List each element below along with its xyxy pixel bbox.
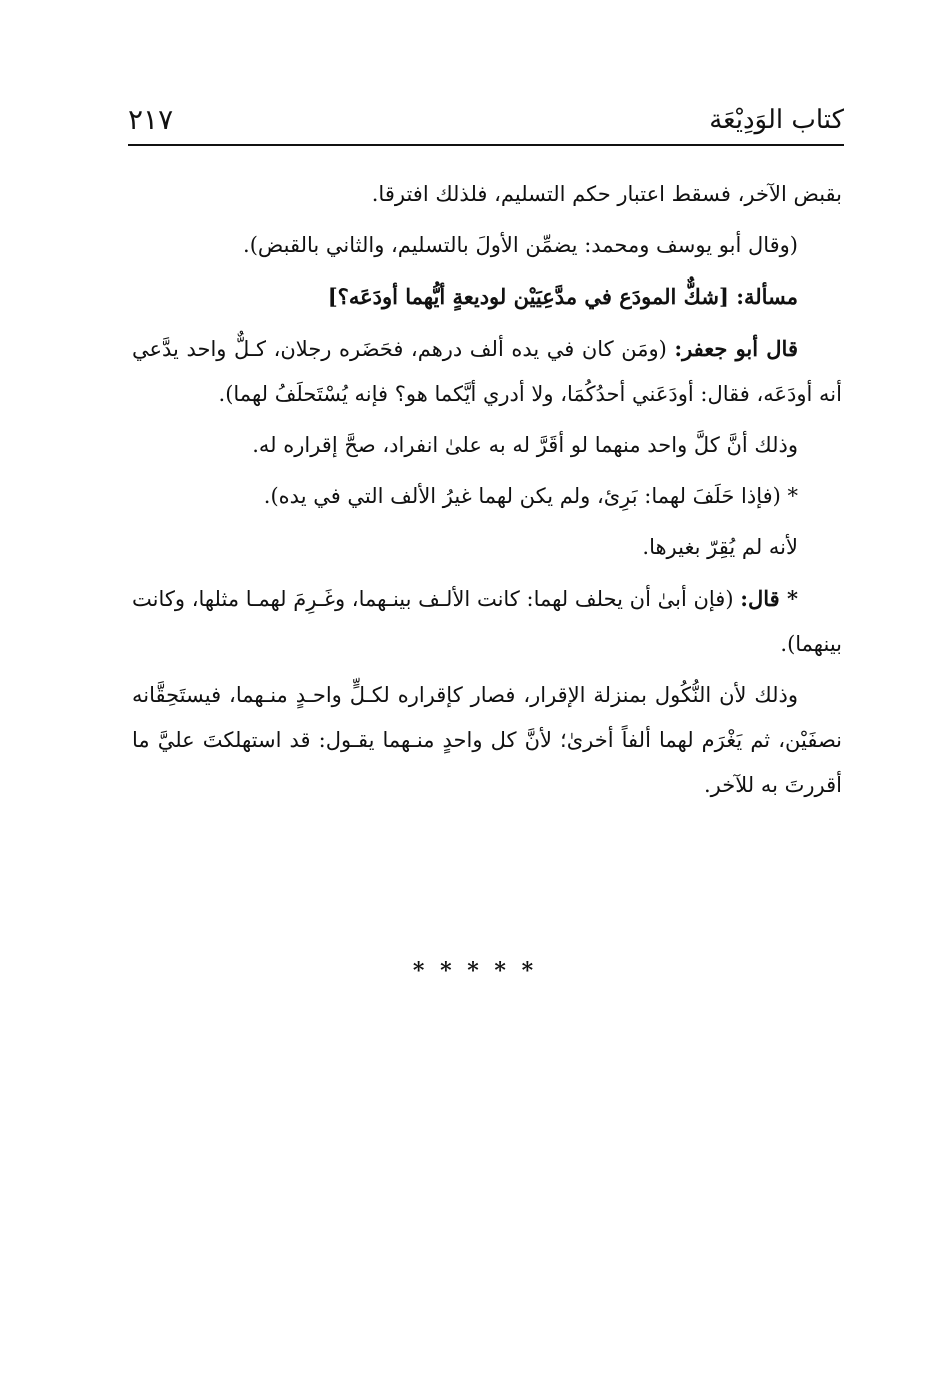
- page-header: [128, 96, 844, 146]
- paragraph-3: [132, 274, 842, 320]
- paragraph-6: [132, 474, 842, 519]
- paragraph-2: [132, 223, 842, 268]
- page-number: ٢١٧: [128, 103, 174, 136]
- paragraph-4: [132, 326, 842, 417]
- paragraph-6-text: * (فإذا حَلَفَ لهما: بَرِئ، ولم يكن لهما غيرُ الألف التي في يده).: [263, 484, 798, 508]
- paragraph-9-text: وذلك لأن النُّكُول بمنزلة الإقرار، فصار كإقراره لكـلٍّ واحـدٍ منـهما، فيستَحِقَّانه نصفَيْن، ثم يَغْرَم لهما ألفاً أخرىٰ؛ لأنَّ كل واحدٍ منـهما يقـول: قد استهلكتَ عليَّ ما أقررتَ به للآخر.: [132, 683, 842, 797]
- section-divider: * * * * *: [412, 958, 538, 984]
- qala-lead: * قال:: [740, 586, 798, 611]
- header-rule: [128, 144, 844, 146]
- speaker-lead: قال أبو جعفر:: [674, 336, 798, 361]
- paragraph-7-text: لأنه لم يُقِرّ بغيرها.: [642, 535, 798, 559]
- paragraph-4-text: (ومَن كان في يده ألف درهم، فحَضَره رجلان، كـلٌّ واحد يدَّعي أنه أودَعَه، فقال: أودَعَني أحدُكُمَا، ولا أدري أيَّكما هو؟ فإنه يُسْتَحلَفُ لهما).: [132, 337, 842, 406]
- paragraph-5: [132, 423, 842, 468]
- chapter-title: كتاب الوَدِيْعَة: [709, 105, 844, 135]
- paragraph-8-text: (فإن أبىٰ أن يحلف لهما: كانت الألـف بينـهما، وغَـرِمَ لهمـا مثلها، وكانت بينهما).: [132, 587, 842, 656]
- issue-heading-lead: مسألة:: [736, 284, 798, 309]
- paragraph-9: [132, 673, 842, 808]
- paragraph-5-text: وذلك أنَّ كلَّ واحد منهما لو أقَرَّ له به علىٰ انفراد، صحَّ إقراره له.: [252, 433, 798, 457]
- paragraph-7: [132, 525, 842, 570]
- issue-heading-text: [شكٌّ المودَع في مدَّعِيَيْن لوديعةٍ أيُّهما أودَعَه؟]: [327, 284, 737, 309]
- paragraph-8: [132, 576, 842, 667]
- paragraph-2-text: (وقال أبو يوسف ومحمد: يضمِّن الأولَ بالتسليم، والثاني بالقبض).: [243, 233, 798, 257]
- paragraph-1-text: بقبض الآخر، فسقط اعتبار حكم التسليم، فلذلك افترقا.: [371, 182, 842, 206]
- paragraph-1: [132, 172, 842, 217]
- main-text: [132, 172, 842, 814]
